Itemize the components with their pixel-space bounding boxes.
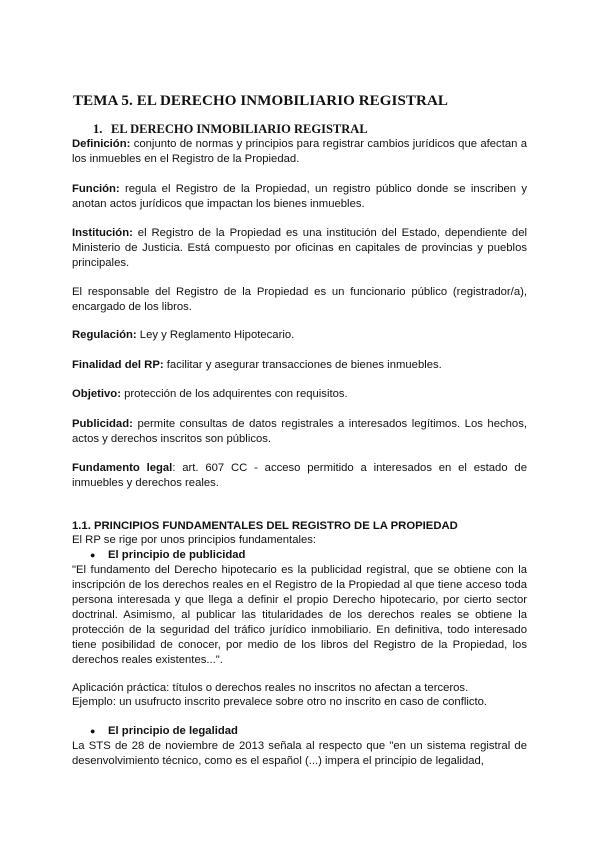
fundamento-term: Fundamento legal	[72, 462, 173, 474]
section-1-1-heading: 1.1. PRINCIPIOS FUNDAMENTALES DEL REGISTRO DE LA PROPIEDAD	[72, 520, 458, 532]
objetivo-paragraph	[72, 387, 527, 402]
finalidad-term: Finalidad del RP:	[72, 359, 164, 371]
fundamento-text: : art. 607 CC - acceso permitido a interesados en el estado de inmuebles y derechos reales.	[72, 462, 527, 489]
institucion-paragraph	[72, 226, 527, 271]
principle-legalidad-text: La STS de 28 de noviembre de 2013 señala al respecto que "en un sistema registral de desenvolvimiento técnico, como es el español (...) impera el principio de legalidad,	[72, 740, 527, 767]
objetivo-term: Objetivo:	[72, 388, 121, 400]
bullet-icon: ●	[90, 550, 96, 560]
responsable-text: El responsable del Registro de la Propiedad es un funcionario público (registrador/a), encargado de los libros.	[72, 286, 527, 313]
principle-publicidad-quote: "El fundamento del Derecho hipotecario es la publicidad registral, que se obtiene con la inscripción de los derechos reales en el Registro de la Propiedad al que tiene acceso toda persona interesada y que llega a definir el propio Derecho hipotecario, por cierto sector doctrinal. Asimismo, al publicar las titularidades de los derechos reales se obtiene la protección de la seguridad del tráfico jurídico inmobiliario. En definitiva, todo interesado tiene posibilidad de conocer, por medio de los libros del Registro de la Propiedad, los derechos reales existentes...".	[72, 564, 527, 666]
finalidad-text: facilitar y asegurar transacciones de bienes inmuebles.	[166, 359, 442, 371]
fundamento-paragraph	[72, 461, 527, 491]
page-title: TEMA 5. EL DERECHO INMOBILIARIO REGISTRAL	[73, 93, 449, 109]
section-1-heading	[93, 122, 368, 137]
regulacion-term: Regulación:	[72, 329, 137, 341]
publicidad-term: Publicidad:	[72, 418, 133, 430]
section-1-number: 1.	[93, 122, 103, 136]
funcion-text: regula el Registro de la Propiedad, un registro público donde se inscriben y anotan actos jurídicos que impactan los bienes inmuebles.	[72, 183, 527, 210]
principle-publicidad-heading	[90, 548, 245, 563]
section-1-title: EL DERECHO INMOBILIARIO REGISTRAL	[111, 122, 368, 136]
finalidad-paragraph	[72, 358, 527, 373]
definicion-text: conjunto de normas y principios para registrar cambios jurídicos que afectan a los inmuebles en el Registro de la Propiedad.	[72, 138, 528, 165]
principle-publicidad-title: El principio de publicidad	[108, 549, 246, 561]
funcion-paragraph	[72, 182, 527, 212]
principle-legalidad-title: El principio de legalidad	[108, 725, 238, 737]
regulacion-text: Ley y Reglamento Hipotecario.	[139, 329, 295, 341]
publicidad-paragraph	[72, 417, 527, 447]
responsable-paragraph	[72, 285, 527, 315]
aplicacion-practica: Aplicación práctica: títulos o derechos reales no inscritos no afectan a terceros.	[72, 682, 469, 694]
definicion-paragraph	[72, 137, 527, 167]
definicion-term: Definición:	[72, 138, 131, 150]
funcion-term: Función:	[72, 183, 120, 195]
principle-legalidad-heading	[90, 724, 238, 739]
institucion-text: el Registro de la Propiedad es una institución del Estado, dependiente del Ministerio de Justicia. Está compuesto por oficinas en capitales de provincias y pueblos principales.	[72, 227, 528, 269]
publicidad-text: permite consultas de datos registrales a interesados legítimos. Los hechos, actos y derechos inscritos son públicos.	[72, 418, 527, 445]
bullet-icon: ●	[90, 726, 96, 736]
objetivo-text: protección de los adquirentes con requisitos.	[124, 388, 348, 400]
regulacion-paragraph	[72, 328, 527, 343]
ejemplo-text: Ejemplo: un usufructo inscrito prevalece sobre otro no inscrito en caso de conflicto.	[72, 696, 488, 708]
institucion-term: Institución:	[72, 227, 133, 239]
section-1-1-intro: El RP se rige por unos principios fundamentales:	[72, 534, 317, 546]
